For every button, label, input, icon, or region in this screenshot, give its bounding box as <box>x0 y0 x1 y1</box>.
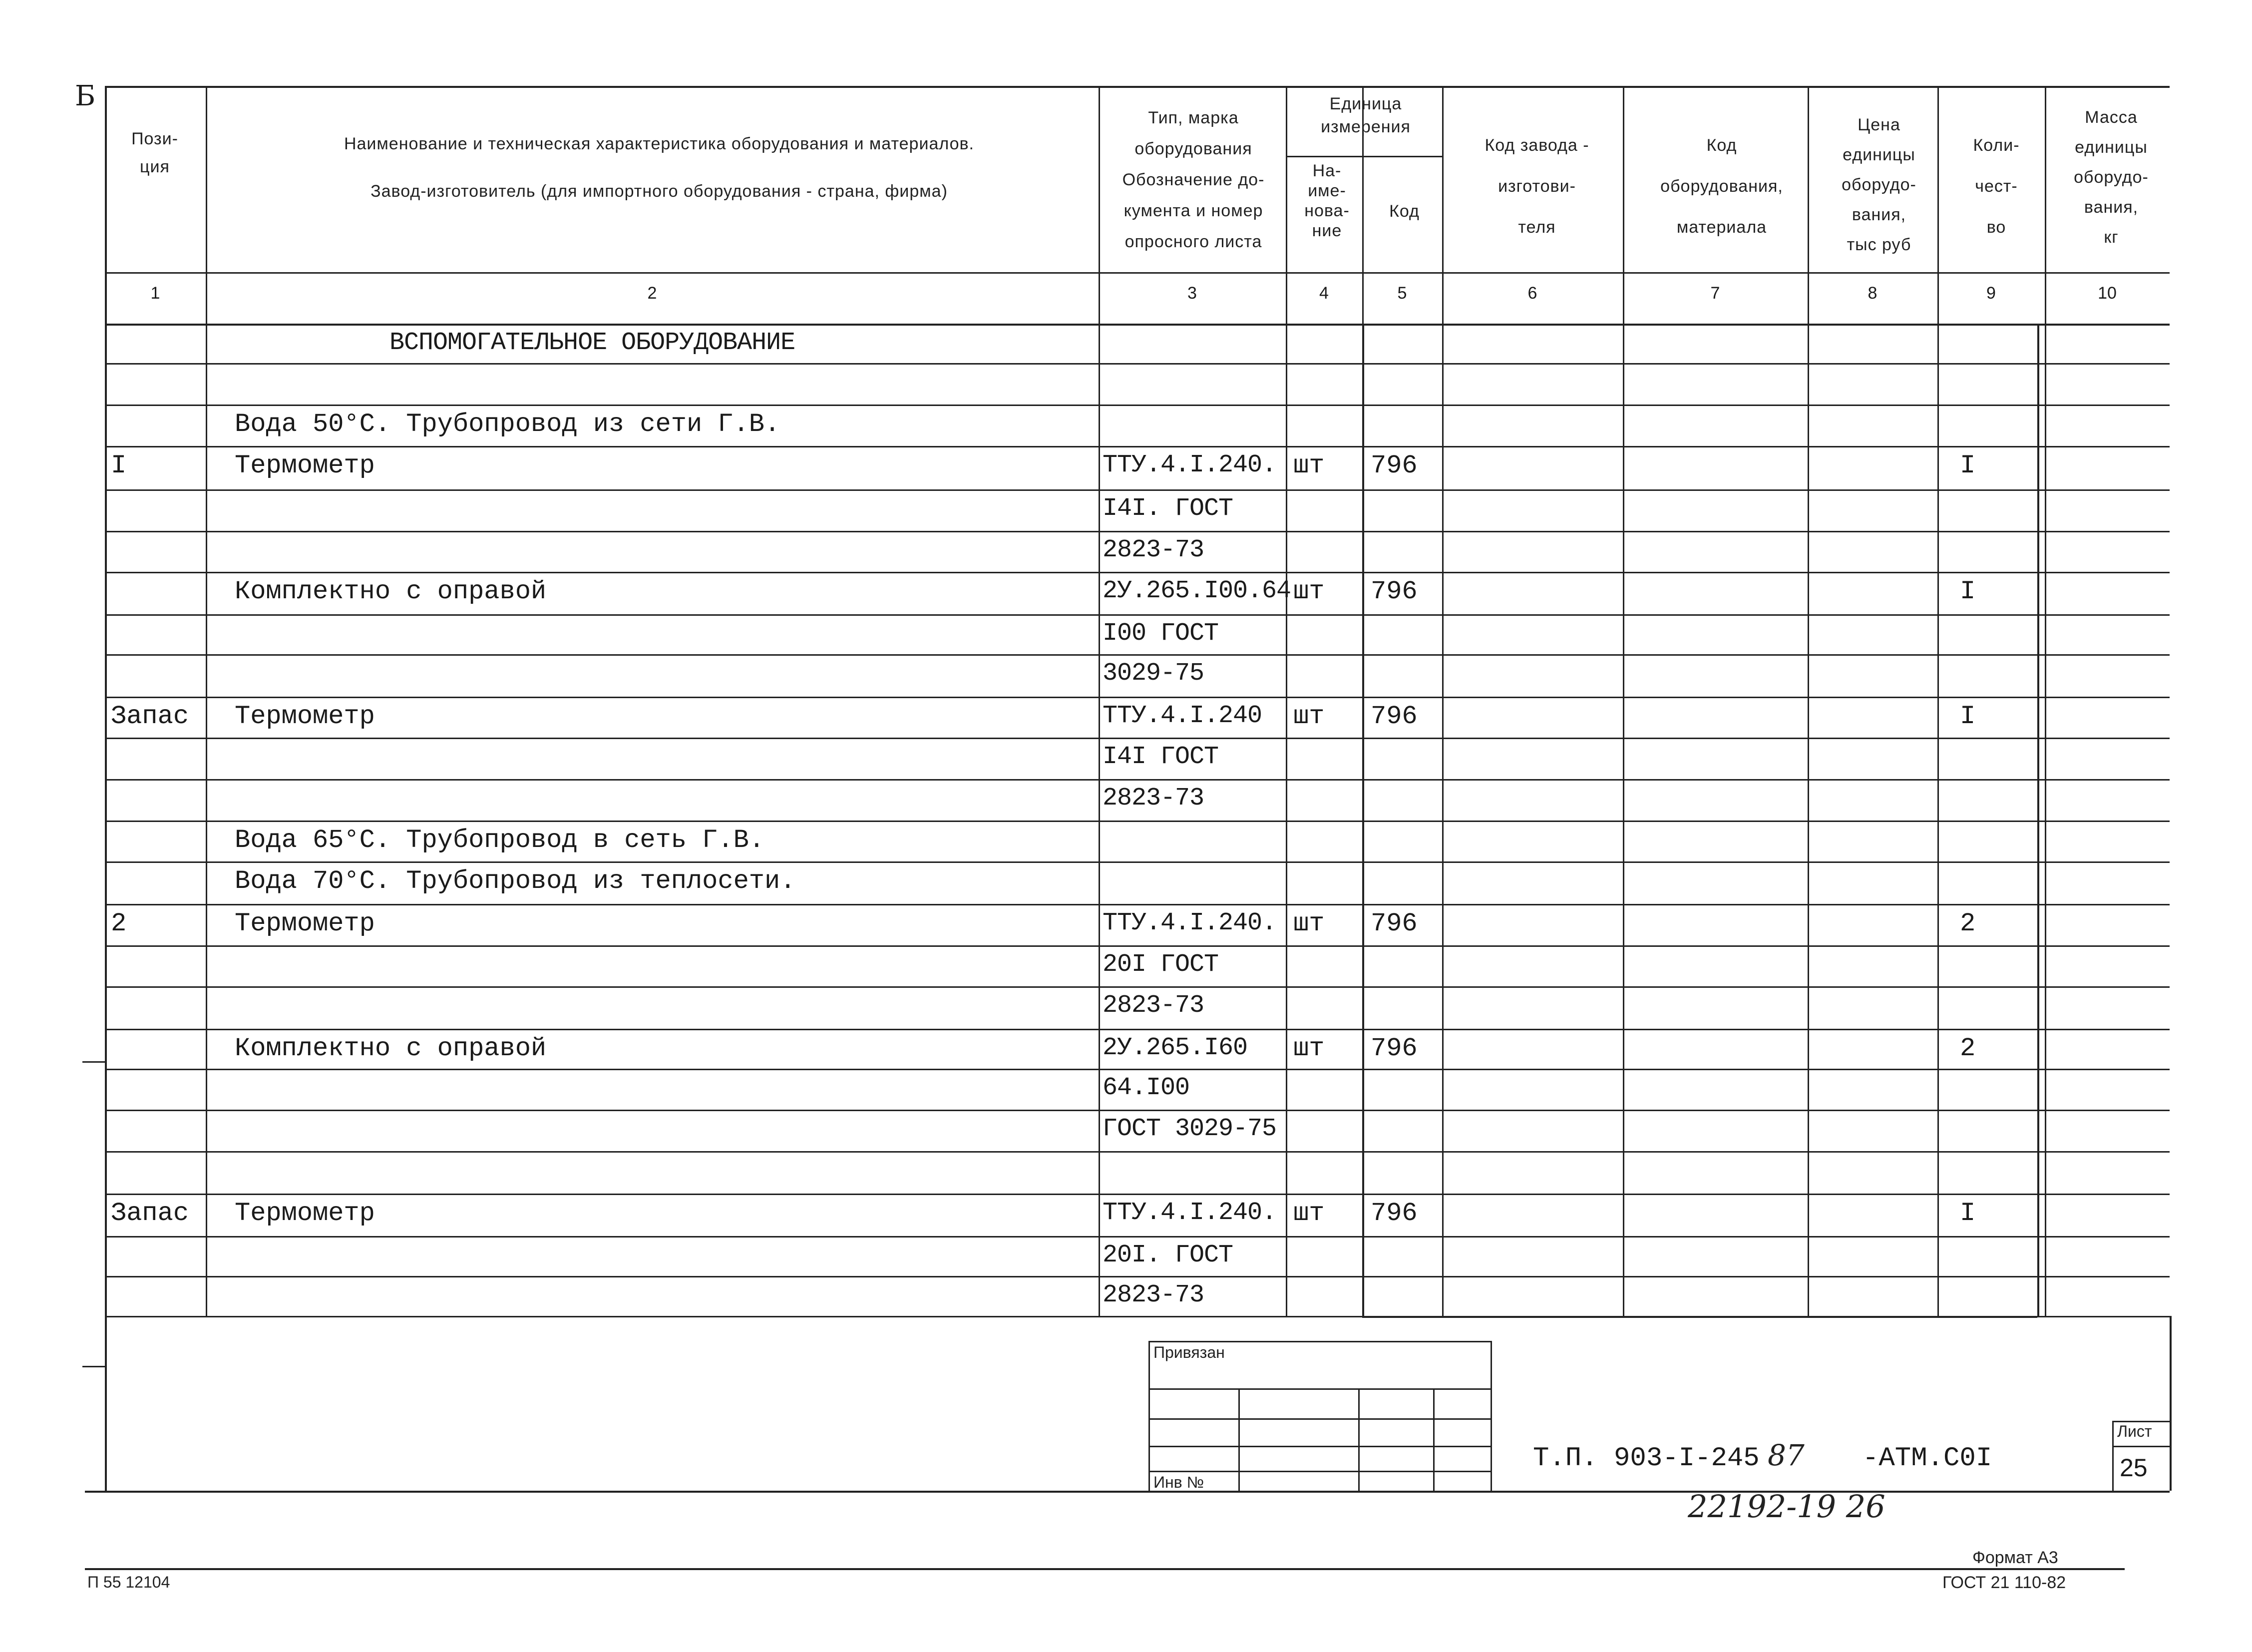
row-code: 796 <box>1371 577 1418 606</box>
row-code: 796 <box>1371 1199 1418 1228</box>
header-name-line2: Завод-изготовитель (для импортного оборудования - страна, фирма) <box>371 182 948 201</box>
grid-line <box>82 1061 105 1063</box>
grid-line <box>105 945 2170 947</box>
row-type: 2У.265.I00.64 <box>1103 577 1291 605</box>
row-name: Вода 65°С. Трубопровод в сеть Г.В. <box>235 826 764 855</box>
row-type: I00 ГОСТ <box>1103 619 1219 648</box>
grid-line <box>105 324 2170 326</box>
grid-line <box>105 1069 2170 1070</box>
section-title: ВСПОМОГАТЕЛЬНОЕ ОБОРУДОВАНИЕ <box>389 329 795 357</box>
row-code: 796 <box>1371 909 1418 938</box>
row-code: 796 <box>1371 451 1418 480</box>
header-type: Тип, марка оборудования Обозначение до- кумента и номер опросного листа <box>1122 108 1265 251</box>
header-equipment-code: Код оборудования, материала <box>1660 136 1783 237</box>
stamp-inv-label: Инв № <box>1153 1473 1204 1491</box>
column-number: 8 <box>1868 284 1877 303</box>
grid-line <box>105 86 107 1316</box>
grid-line <box>2112 1446 2170 1447</box>
column-number: 4 <box>1319 284 1329 303</box>
grid-line <box>105 904 2170 905</box>
row-unit: шт <box>1293 1199 1325 1228</box>
grid-line <box>105 779 2170 781</box>
grid-line <box>1148 1388 1491 1390</box>
grid-line <box>1433 1388 1435 1491</box>
grid-line <box>105 363 2170 365</box>
grid-line <box>105 1029 2170 1030</box>
stamp-bound-label: Привязан <box>1153 1343 1225 1361</box>
grid-line <box>1491 1341 1492 1491</box>
grid-line <box>1148 1341 1491 1342</box>
row-type: 20I ГОСТ <box>1103 950 1219 979</box>
column-number: 6 <box>1527 284 1537 303</box>
grid-line <box>1362 324 1364 1316</box>
grid-line <box>105 614 2170 616</box>
grid-line <box>82 1366 105 1367</box>
grid-line <box>1286 86 1287 1316</box>
grid-line <box>1808 86 1809 1316</box>
grid-line <box>2170 1316 2172 1491</box>
row-type: ТТУ.4.I.240 <box>1103 702 1262 730</box>
header-quantity: Коли- чест- во <box>1973 136 2020 237</box>
row-code: 796 <box>1371 702 1418 731</box>
row-quantity: I <box>1960 451 1976 480</box>
row-unit: шт <box>1293 451 1325 480</box>
column-number: 7 <box>1710 284 1720 303</box>
column-number: 5 <box>1397 284 1407 303</box>
grid-line <box>105 1194 2170 1195</box>
row-type: 20I. ГОСТ <box>1103 1241 1233 1269</box>
doc-code-prefix: Т.П. 903-I-245 <box>1533 1443 1760 1474</box>
row-type: I4I ГОСТ <box>1103 743 1219 771</box>
row-name: Термометр <box>235 702 375 731</box>
grid-line <box>105 1151 2170 1153</box>
grid-line <box>105 986 2170 988</box>
row-position: I <box>111 451 127 480</box>
row-unit: шт <box>1293 702 1325 731</box>
grid-line <box>105 1236 2170 1238</box>
row-name: Комплектно с оправой <box>235 577 547 606</box>
header-mass: Масса единицы оборудо- вания, кг <box>2074 108 2149 247</box>
column-number: 3 <box>1187 284 1197 303</box>
header-factory-code: Код завода - изготови- теля <box>1485 136 1589 237</box>
row-quantity: 2 <box>1960 1034 1976 1063</box>
row-quantity: I <box>1960 1199 1976 1228</box>
grid-line <box>1099 86 1100 1316</box>
column-number: 9 <box>1986 284 1996 303</box>
grid-line <box>105 572 2170 573</box>
grid-line <box>105 1276 2170 1277</box>
row-code: 796 <box>1371 1034 1418 1063</box>
header-price: Цена единицы оборудо- вания, тыс руб <box>1842 115 1916 254</box>
grid-line <box>1148 1418 1491 1420</box>
row-quantity: 2 <box>1960 909 1976 938</box>
row-type: ТТУ.4.I.240. <box>1103 909 1277 937</box>
grid-line <box>1148 1446 1491 1447</box>
grid-line <box>1442 86 1444 1316</box>
row-position: Запас <box>111 1199 189 1228</box>
header-unit-group: Единица измерения <box>1321 94 1411 136</box>
grid-line <box>1937 86 1939 1316</box>
row-type: 2823-73 <box>1103 1281 1204 1309</box>
row-type: 2823-73 <box>1103 536 1204 564</box>
row-type: ГОСТ 3029-75 <box>1103 1115 1277 1143</box>
gost-label: ГОСТ 21 110-82 <box>1942 1573 2066 1592</box>
corner-mark: Б <box>75 80 96 112</box>
grid-line <box>2045 86 2046 1316</box>
bottom-left-code: П 55 12104 <box>87 1573 170 1591</box>
grid-line <box>105 821 2170 822</box>
grid-line <box>105 405 2170 406</box>
row-name: Вода 50°С. Трубопровод из сети Г.В. <box>235 410 780 439</box>
row-type: 2823-73 <box>1103 991 1204 1020</box>
grid-line <box>105 738 2170 739</box>
grid-line <box>105 697 2170 698</box>
grid-line <box>206 86 207 1316</box>
header-name-line1: Наименование и техническая характеристика оборудования и материалов. <box>344 134 975 153</box>
grid-line <box>105 861 2170 863</box>
header-position: Пози- ция <box>131 129 178 176</box>
sheet-label: Лист <box>2117 1422 2152 1440</box>
row-quantity: I <box>1960 577 1976 606</box>
row-type: 2823-73 <box>1103 784 1204 813</box>
grid-line <box>105 86 2170 88</box>
row-quantity: I <box>1960 702 1976 731</box>
row-type: 3029-75 <box>1103 659 1204 688</box>
grid-line <box>1148 1341 1150 1491</box>
row-unit: шт <box>1293 1034 1325 1063</box>
row-type: 64.I00 <box>1103 1074 1190 1102</box>
row-name: Термометр <box>235 451 375 480</box>
row-unit: шт <box>1293 909 1325 938</box>
grid-line <box>105 1316 107 1491</box>
row-name: Комплектно с оправой <box>235 1034 547 1063</box>
header-unit-name: На- име- нова- ние <box>1304 161 1350 240</box>
row-type: 2У.265.I60 <box>1103 1034 1248 1062</box>
grid-line <box>105 489 2170 491</box>
grid-line <box>1286 156 1442 157</box>
row-name: Вода 70°С. Трубопровод из теплосети. <box>235 866 796 896</box>
grid-line <box>105 654 2170 656</box>
row-type: ТТУ.4.I.240. <box>1103 451 1277 479</box>
grid-line <box>2112 1421 2114 1491</box>
column-number: 10 <box>2098 284 2117 303</box>
row-name: Термометр <box>235 1199 375 1228</box>
grid-line <box>1148 1471 1491 1472</box>
grid-line <box>1623 86 1624 1316</box>
grid-line <box>105 272 2170 274</box>
column-number: 1 <box>150 284 160 303</box>
row-unit: шт <box>1293 577 1325 606</box>
grid-line <box>105 531 2170 532</box>
row-position: Запас <box>111 702 189 731</box>
row-type: ТТУ.4.I.240. <box>1103 1199 1277 1227</box>
format-label: Формат А3 <box>1972 1548 2058 1567</box>
row-position: 2 <box>111 909 127 938</box>
sheet-number: 25 <box>2120 1454 2148 1482</box>
grid-line <box>1358 1388 1360 1491</box>
row-name: Термометр <box>235 909 375 938</box>
grid-line <box>105 1110 2170 1111</box>
doc-code-hand: 87 <box>1768 1438 1805 1472</box>
grid-line <box>85 1568 2125 1570</box>
grid-line <box>105 446 2170 447</box>
row-type: I4I. ГОСТ <box>1103 494 1233 523</box>
grid-line <box>105 1316 2170 1317</box>
handwritten-number: 22192-19 26 <box>1688 1488 1885 1525</box>
column-number: 2 <box>647 284 657 303</box>
grid-line <box>1238 1388 1240 1491</box>
header-unit-code: Код <box>1389 202 1420 221</box>
doc-code-suffix: -АТМ.С0I <box>1863 1443 1992 1474</box>
grid-line <box>2037 324 2039 1316</box>
